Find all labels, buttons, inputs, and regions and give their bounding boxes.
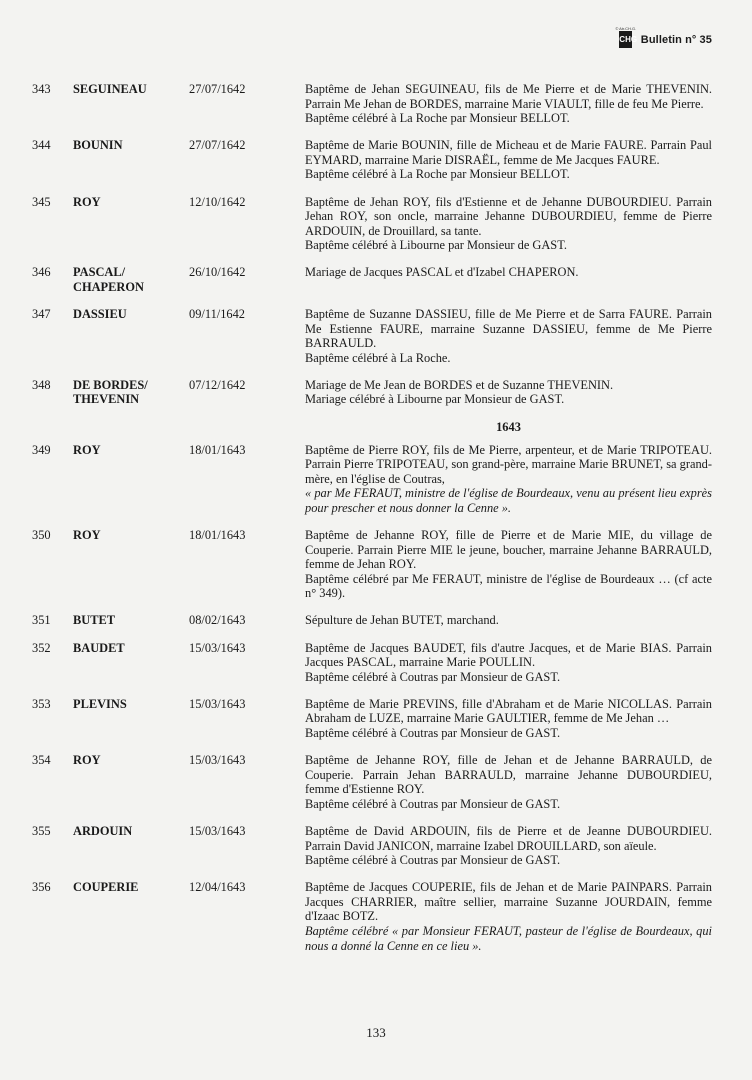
entry-surname — [73, 307, 188, 322]
entry-text-line: Baptême célébré à Coutras par Monsieur de GAST. — [305, 726, 561, 740]
entry-surname-line: ROY — [73, 753, 101, 768]
entry-text-line: Baptême de Pierre ROY, fils de Me Pierre, arpenteur, et de Marie TRIPOTEAU. Parrain Pierre TRIPOTEAU, son grand-père, marraine Marie BRUNET, sa grand-mère, en l'église de Coutras, — [305, 442, 712, 486]
entry-text-line: Baptême de Jehanne ROY, fille de Pierre et de Marie MIE, du village de Couperie. Parrain Pierre MIE le jeune, boucher, marraine Jehanne BARRAULD, femme de Jehan ROY. — [305, 527, 712, 572]
entry-text-line: Mariage de Jacques PASCAL et d'Izabel CHAPERON. — [305, 265, 579, 280]
entry-text — [305, 443, 712, 516]
entry-surname-line: DASSIEU — [73, 306, 127, 321]
entry-surname — [73, 82, 188, 97]
entry-date: 12/10/1642 — [189, 194, 246, 209]
entry-date: 15/03/1643 — [189, 696, 246, 711]
entry-text-line: Baptême célébré à La Roche. — [305, 350, 451, 365]
entry-text — [305, 613, 712, 628]
entry-surname-line: CHAPERON — [73, 280, 144, 295]
entry-number: 351 — [32, 613, 51, 628]
entry-surname — [73, 138, 188, 153]
entry-text — [305, 138, 712, 182]
entry-surname-line: ROY — [73, 527, 101, 542]
entry-number: 344 — [32, 138, 51, 153]
entry-text-line: Baptême célébré à La Roche par Monsieur BELLOT. — [305, 111, 570, 126]
entry-quote: Baptême célébré « par Monsieur FERAUT, pasteur de l'église de Bourdeaux, qui nous a donné la Cenne en ce lieu ». — [305, 924, 712, 953]
register-entry — [32, 824, 712, 868]
entry-number: 349 — [32, 442, 51, 457]
entry-surname — [73, 443, 188, 458]
entry-number: 346 — [32, 265, 51, 280]
entry-date: 12/04/1643 — [189, 880, 246, 895]
entry-date: 09/11/1642 — [189, 306, 245, 321]
page-header — [617, 26, 712, 48]
logo-mark-icon: CHG — [619, 31, 632, 48]
register-entry — [32, 697, 712, 741]
year-heading: 1643 — [496, 419, 521, 434]
register-entry — [32, 528, 712, 601]
entry-surname — [73, 641, 188, 656]
register-entry — [32, 613, 712, 628]
entry-surname-line: ARDOUIN — [73, 823, 133, 838]
entry-text — [305, 824, 712, 868]
entry-date: 27/07/1642 — [189, 82, 246, 96]
entry-number: 345 — [32, 194, 51, 209]
entry-text-line: Baptême de Marie PREVINS, fille d'Abraham et de Marie NICOLLAS. Parrain Abraham de LUZE, marraine Marie GAULTIER, femme de Me Jehan … — [305, 696, 712, 726]
entry-text — [305, 195, 712, 253]
entry-surname-line: BAUDET — [73, 640, 125, 655]
entry-date: 18/01/1643 — [189, 442, 246, 457]
register-entry — [32, 443, 712, 516]
entry-text — [305, 307, 712, 365]
bulletin-logo — [615, 26, 638, 48]
entry-text-line: Sépulture de Jehan BUTET, marchand. — [305, 613, 499, 628]
register-entry — [32, 880, 712, 953]
entry-date: 08/02/1643 — [189, 613, 246, 628]
entry-text-line: Baptême célébré à Coutras par Monsieur de GAST. — [305, 669, 561, 684]
entry-date: 26/10/1642 — [189, 265, 246, 280]
entry-surname-line: BUTET — [73, 613, 116, 628]
entry-text — [305, 378, 712, 407]
entry-text — [305, 753, 712, 811]
entry-text — [305, 82, 712, 126]
entry-text-line: Baptême célébré à Coutras par Monsieur de GAST. — [305, 853, 561, 868]
entry-text-line: Baptême de Marie BOUNIN, fille de Micheau et de Marie FAURE. Parrain Paul EYMARD, marraine Marie DISRAËL, femme de Me Jacques FAURE. — [305, 138, 712, 167]
entry-number: 350 — [32, 527, 51, 542]
entry-text — [305, 880, 712, 953]
entry-text-line: Baptême de Suzanne DASSIEU, fille de Me Pierre et de Sarra FAURE. Parrain Me Estienne FAURE, marraine Suzanne DASSIEU, femme de Me Pierre BARRAULD. — [305, 306, 712, 351]
entry-text-line: Baptême de Jacques COUPERIE, fils de Jehan et de Marie PAINPARS. Parrain Jacques CHARRIER, maître sellier, marraine Suzanne JOURDAIN, femme d'Izaac BOTZ. — [305, 880, 712, 924]
entry-text-line: Baptême de Jacques BAUDET, fils d'autre Jacques, et de Marie BIAS. Parrain Jacques PASCAL, marraine Marie POULLIN. — [305, 640, 712, 670]
register-entry — [32, 307, 712, 365]
bulletin-number: Bulletin n° 35 — [640, 34, 712, 46]
entry-surname-line: DE BORDES/ — [73, 377, 148, 392]
logo-caption: © Atr.CH.G. — [615, 26, 637, 31]
entry-number: 347 — [32, 306, 51, 321]
entry-surname-line: PLEVINS — [73, 696, 127, 711]
entry-text — [305, 697, 712, 741]
entry-number: 355 — [32, 823, 51, 838]
entry-number: 353 — [32, 696, 51, 711]
entry-text-line: Baptême célébré à Libourne par Monsieur de GAST. — [305, 238, 567, 253]
entry-surname — [73, 697, 188, 712]
entry-text-line: Mariage célébré à Libourne par Monsieur de GAST. — [305, 392, 565, 407]
register-entry — [32, 641, 712, 685]
entry-date: 07/12/1642 — [189, 377, 246, 392]
entry-surname — [73, 195, 188, 210]
register-entry — [32, 265, 712, 294]
entry-number: 352 — [32, 640, 51, 655]
entry-text-line: Baptême célébré par Me FERAUT, ministre de l'église de Bourdeaux … (cf acte n° 349). — [305, 571, 712, 601]
register-entry — [32, 195, 712, 253]
entry-text — [305, 265, 712, 294]
page-number: 133 — [366, 1025, 386, 1040]
entry-surname-line: ROY — [73, 194, 101, 209]
entry-date: 27/07/1642 — [189, 138, 246, 153]
entry-surname-line: BOUNIN — [73, 138, 123, 153]
entry-text-line: Baptême de Jehan SEGUINEAU, fils de Me Pierre et de Marie THEVENIN. Parrain Me Jehan de BORDES, marraine Marie VIAULT, fille de feu Me Pierre. — [305, 82, 712, 111]
entry-text-line: Mariage de Me Jean de BORDES et de Suzanne THEVENIN. — [305, 377, 614, 392]
entry-number: 354 — [32, 753, 51, 768]
entry-text-line: Baptême de Jehan ROY, fils d'Estienne et de Jehanne DUBOURDIEU. Parrain Jehan ROY, son oncle, marraine Jehanne DUBOURDIEU, femme de Pierre ARDOUIN, de Drouillard, sa tante. — [305, 194, 712, 238]
entry-surname — [73, 378, 188, 407]
register-entries — [32, 82, 712, 953]
entry-text — [305, 528, 712, 601]
register-entry — [32, 138, 712, 182]
entry-date: 18/01/1643 — [189, 527, 246, 542]
entry-number: 343 — [32, 82, 51, 96]
entry-text-line: Baptême célébré à Coutras par Monsieur de GAST. — [305, 796, 561, 811]
entry-surname — [73, 824, 188, 839]
entry-date: 15/03/1643 — [189, 640, 246, 655]
register-entry — [32, 82, 712, 126]
entry-date: 15/03/1643 — [189, 823, 246, 838]
entry-surname — [73, 753, 188, 768]
entry-surname — [73, 265, 188, 294]
register-entry — [32, 753, 712, 811]
entry-text-line: Baptême de David ARDOUIN, fils de Pierre et de Jeanne DUBOURDIEU. Parrain David JANICON, marraine Izabel DROUILLARD, son aïeule. — [305, 823, 712, 853]
entry-surname-line: SEGUINEAU — [73, 82, 147, 96]
entry-surname — [73, 528, 188, 543]
entry-text-line: Baptême célébré à La Roche par Monsieur BELLOT. — [305, 167, 570, 182]
entry-quote: « par Me FERAUT, ministre de l'église de Bourdeaux, venu au présent lieu exprès pour prescher et nous donner la Cenne ». — [305, 486, 712, 515]
entry-number: 356 — [32, 880, 51, 895]
entry-surname — [73, 613, 188, 628]
entry-surname-line: COUPERIE — [73, 880, 139, 895]
entry-surname — [73, 880, 188, 895]
entry-text — [305, 641, 712, 685]
entry-text-line: Baptême de Jehanne ROY, fille de Jehan et de Jehanne BARRAULD, de Couperie. Parrain Jehan BARRAULD, marraine Jehanne DUBOURDIEU, femme d'Estienne ROY. — [305, 753, 712, 797]
entry-surname-line: ROY — [73, 442, 101, 457]
register-entry — [32, 378, 712, 407]
entry-surname-line: PASCAL/ — [73, 265, 126, 280]
entry-date: 15/03/1643 — [189, 753, 246, 768]
entry-surname-line: THEVENIN — [73, 392, 140, 407]
entry-number: 348 — [32, 377, 51, 392]
